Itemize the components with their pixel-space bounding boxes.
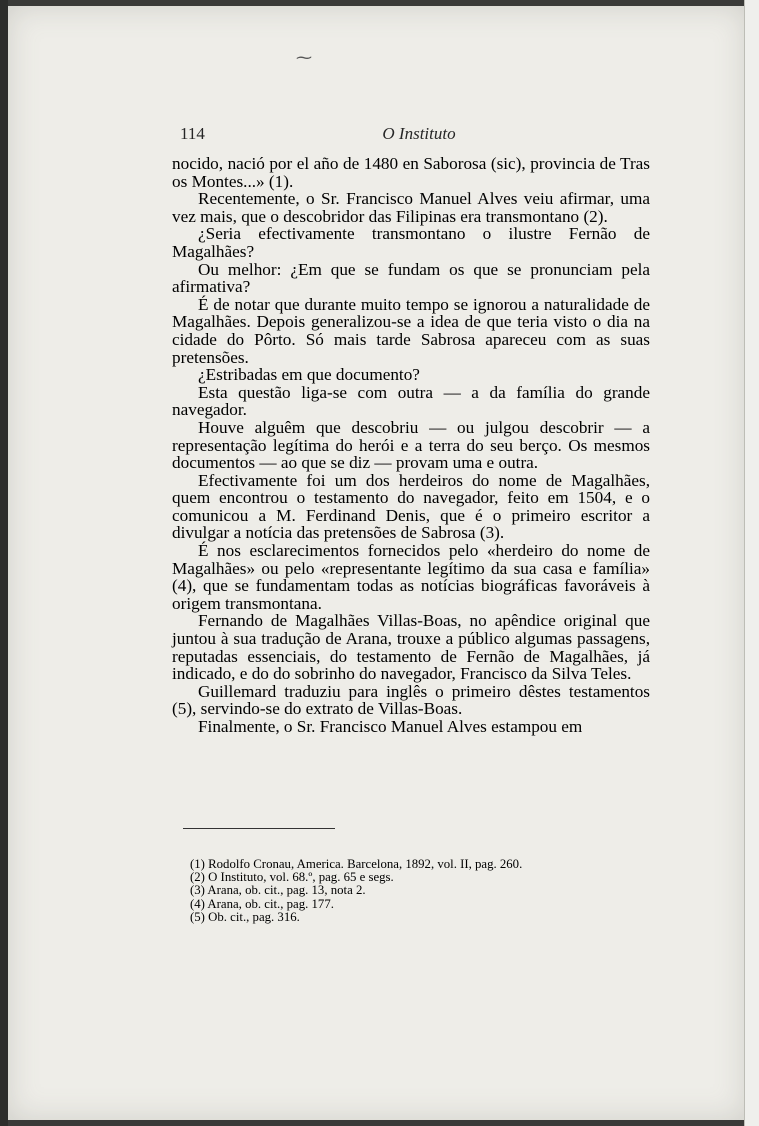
- paragraph: ¿Estribadas em que documento?: [198, 365, 420, 385]
- paragraph: Ou melhor: ¿Em que se fundam os que se pronunciam pela afirmativa?: [172, 259, 650, 297]
- paragraph: É nos esclarecimentos fornecidos pelo «herdeiro do nome de Magalhães» ou pelo «representante legítimo da sua casa e família» (4), que se fundamentam todas as notícias biográficas favoráveis à origem transmontana.: [172, 541, 650, 613]
- paragraph: Guillemard traduziu para inglês o primeiro dêstes testamentos (5), servindo-se do extrato de Villas-Boas.: [172, 681, 650, 719]
- scan-left-edge: [0, 0, 8, 1126]
- paragraph: Esta questão liga-se com outra — a da família do grande navegador.: [172, 382, 650, 420]
- paragraph: Fernando de Magalhães Villas-Boas, no apêndice original que juntou à sua tradução de Arana, trouxe a público algumas passagens, reputadas essenciais, do testamento de Fernão de Magalhães, já indicado, e do do sobrinho do navegador, Francisco da Silva Teles.: [172, 611, 650, 684]
- footnote: (5) Ob. cit., pag. 316.: [190, 909, 300, 924]
- paragraph: nocido, nació por el año de 1480 en Saborosa (sic), provincia de Tras os Montes...» (1).: [172, 154, 650, 191]
- margin-mark: ⁓: [296, 50, 312, 67]
- footnotes: [190, 858, 650, 924]
- footnote: (4) Arana, ob. cit., pag. 177.: [190, 896, 334, 911]
- paragraph: Recentemente, o Sr. Francisco Manuel Alves veiu afirmar, uma vez mais, que o descobridor das Filipinas era transmontano (2).: [172, 189, 650, 226]
- paragraph: ¿Seria efectivamente transmontano o ilustre Fernão de Magalhães?: [172, 224, 650, 261]
- footnote: (2) O Instituto, vol. 68.º, pag. 65 e segs.: [190, 870, 394, 885]
- scan-right-edge: [744, 0, 759, 1126]
- footnote-divider: [183, 828, 335, 829]
- body-text: [172, 155, 650, 736]
- footnote: (3) Arana, ob. cit., pag. 13, nota 2.: [190, 883, 366, 898]
- paragraph: Finalmente, o Sr. Francisco Manuel Alves estampou em: [198, 717, 583, 736]
- page-header: [180, 124, 658, 146]
- paragraph: Efectivamente foi um dos herdeiros do nome de Magalhães, quem encontrou o testamento do navegador, feito em 1504, e o comunicou a M. Ferdinand Denis, que é o primeiro escritor a divulgar a notícia das pretensões de Sabrosa (3).: [172, 470, 650, 543]
- footnote: (1) Rodolfo Cronau, America. Barcelona, 1892, vol. II, pag. 260.: [190, 857, 523, 871]
- paragraph: Houve alguêm que descobriu — ou julgou descobrir — a representação legítima do herói e a terra do seu berço. Os mesmos documentos — ao que se diz — provam uma e outra.: [172, 417, 650, 473]
- running-title: O Instituto: [382, 124, 456, 143]
- paragraph: É de notar que durante muito tempo se ignorou a naturalidade de Magalhães. Depois generalizou-se a idea de que teria visto o dia na cidade do Pôrto. Só mais tarde Sabrosa apareceu com as suas pretensões.: [172, 294, 650, 367]
- page-number: 114: [180, 124, 205, 143]
